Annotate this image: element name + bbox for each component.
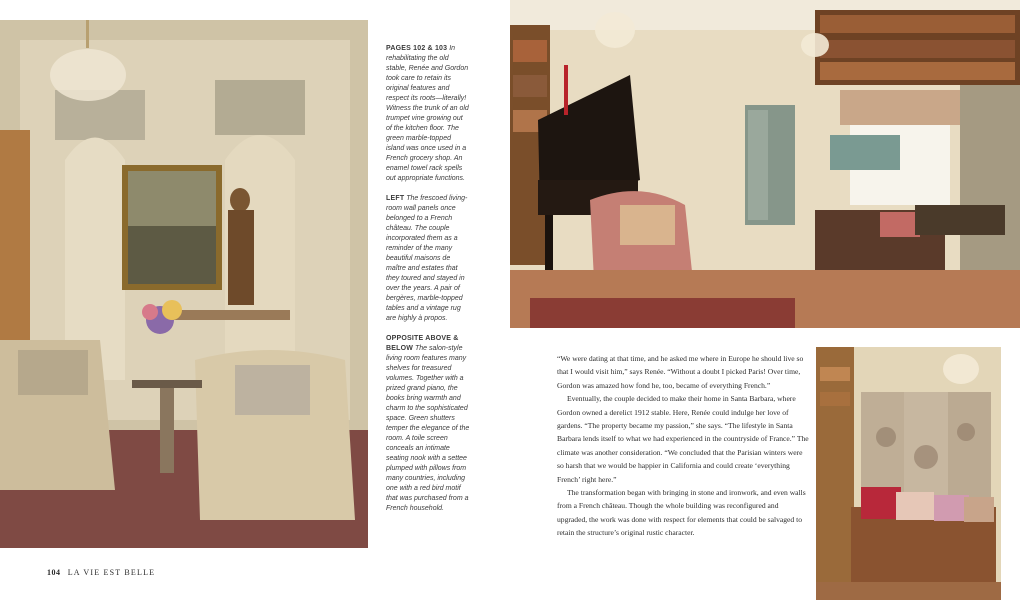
body-paragraph: “We were dating at that time, and he asked me where in Europe he should live so that I would visit him,” says Renée. “Without a doubt I picked Paris! Over time, Gordon was amazed how fond he, too, became of everything French.” — [557, 354, 804, 390]
photo-toile-settee-nook — [816, 347, 1001, 600]
page-number: 104 — [47, 568, 61, 577]
photo-living-room-fresco — [0, 20, 368, 548]
folio — [47, 568, 155, 577]
caption-left — [386, 194, 470, 324]
caption-opposite — [386, 334, 470, 514]
running-title: LA VIE EST BELLE — [67, 568, 156, 577]
caption-label: OPPOSITE ABOVE & BELOW — [386, 335, 459, 352]
body-paragraph: The transformation began with bringing in stone and ironwork, and even walls from a French château. Though the whole building was reconfigured and upgraded, the work was done with respect for elements that could be salvaged to retain the structure’s original rustic character. — [557, 488, 806, 538]
photo-library-piano — [510, 0, 1020, 328]
captions-column — [386, 44, 470, 524]
article-body — [557, 352, 810, 540]
body-paragraph: Eventually, the couple decided to make their home in Santa Barbara, where Gordon owned a derelict 1912 stable. Here, Renée could indulge her love of gardens. “The property became my passion,” she says. “The lifestyle in Santa Barbara lends itself to what we had experienced in the countryside of France.” The climate was another consideration. “We concluded that the Parisian winters were so harsh that we would be happier in California and could create ‘everything French’ right here.” — [557, 394, 809, 484]
caption-text: The salon-style living room features many shelves for treasured volumes. Together with a prized grand piano, the books bring warmth and charm to the sophisticated space. Green shutters temper the elegance of the room. A toile screen conceals an intimate seating nook with a settee plumped with pillows from many countries, including one with a red bird motif that was purchased from a French household. — [386, 345, 470, 512]
caption-text: In rehabilitating the old stable, Renée and Gordon took care to retain its original features and respect its roots—literally! Witness the trunk of an old trumpet vine growing out of the kitchen floor. The green marble-topped island was once used in a French grocery shop. An enamel towel rack spells out appropriate functions. — [386, 45, 469, 182]
caption-pages-102-103 — [386, 44, 470, 184]
caption-label: PAGES 102 & 103 — [386, 45, 448, 52]
caption-text: The frescoed living-room wall panels once belonged to a French château. The couple incorporated them as a reminder of the many beautiful maisons de maître and estates that they toured and stayed in over the years. A pair of bergères, marble-topped tables and a vintage rug are highly à propos. — [386, 195, 468, 322]
caption-label: LEFT — [386, 195, 405, 202]
